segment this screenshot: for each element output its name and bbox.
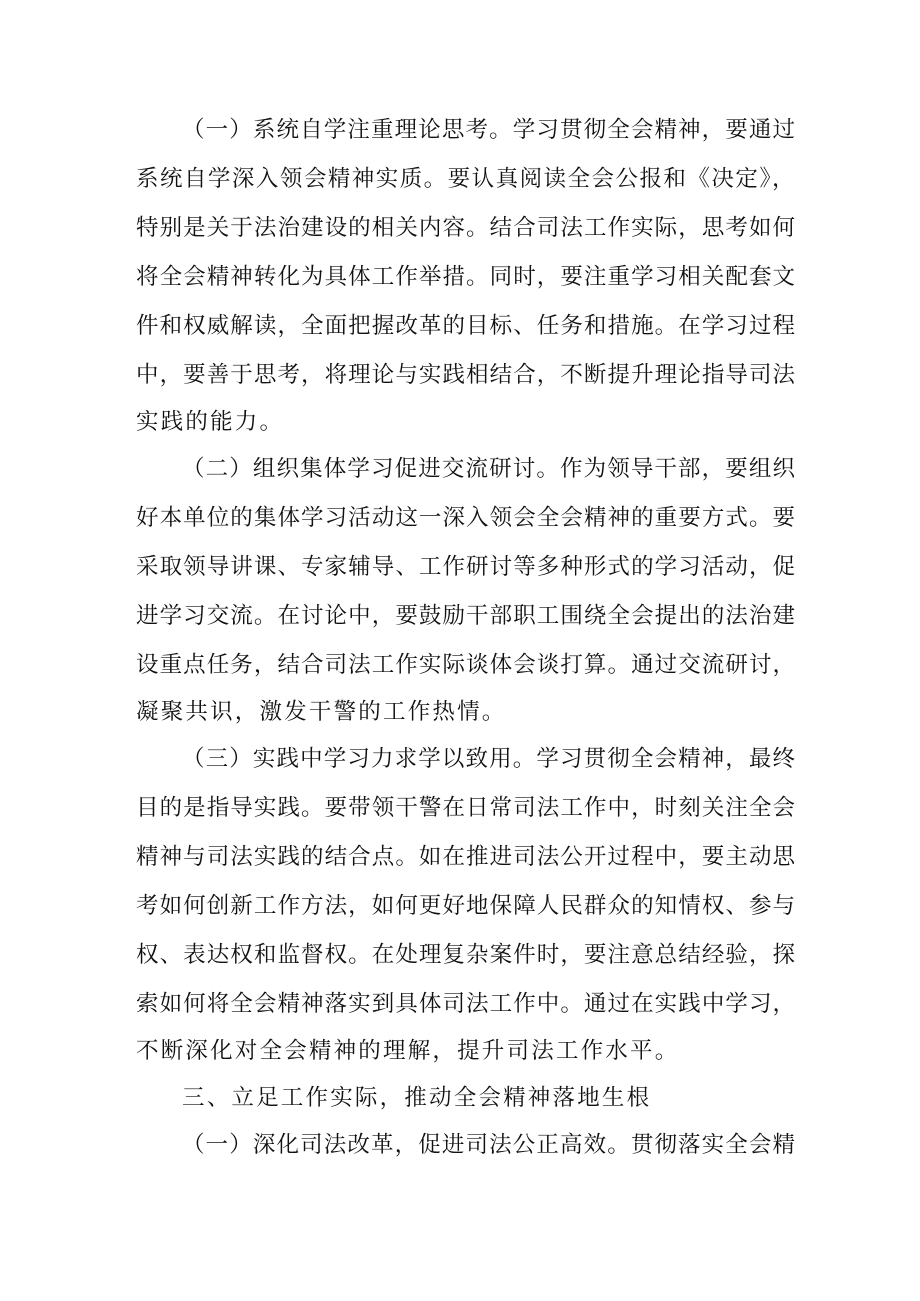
paragraph-line: 采取领导讲课、专家辅导、工作研讨等多种形式的学习活动，促 (136, 554, 796, 580)
paragraph-line: （一）深化司法改革，促进司法公正高效。贯彻落实全会精 (182, 1132, 796, 1158)
paragraph-line: 凝聚共识，激发干警的工作热情。 (136, 699, 507, 725)
paragraph-line: 考如何创新工作方法，如何更好地保障人民群众的知情权、参与 (136, 893, 796, 919)
paragraph-line: 实践的能力。 (136, 409, 285, 435)
paragraph-line: 进学习交流。在讨论中，要鼓励干部职工围绕全会提出的法治建 (136, 603, 796, 629)
paragraph-line: （一）系统自学注重理论思考。学习贯彻全会精神，要通过 (182, 117, 796, 143)
paragraph-line: 将全会精神转化为具体工作举措。同时，要注重学习相关配套文 (136, 264, 796, 290)
paragraph-line: 目的是指导实践。要带领干警在日常司法工作中，时刻关注全会 (136, 795, 796, 821)
paragraph-line: 设重点任务，结合司法工作实际谈体会谈打算。通过交流研讨， (136, 652, 796, 678)
paragraph-line: 好本单位的集体学习活动这一深入领会全会精神的重要方式。要 (136, 505, 796, 531)
paragraph-line: 不断深化对全会精神的理解，提升司法工作水平。 (136, 1038, 680, 1064)
paragraph-line: 权、表达权和监督权。在处理复杂案件时，要注意总结经验，探 (136, 942, 796, 968)
paragraph-line: 系统自学深入领会精神实质。要认真阅读全会公报和《决定》， (136, 166, 796, 192)
paragraph-line: 索如何将全会精神落实到具体司法工作中。通过在实践中学习， (136, 991, 796, 1017)
paragraph-line: 特别是关于法治建设的相关内容。结合司法工作实际，思考如何 (136, 215, 796, 241)
section-heading: 三、立足工作实际，推动全会精神落地生根 (182, 1085, 652, 1111)
paragraph-line: 件和权威解读，全面把握改革的目标、任务和措施。在学习过程 (136, 313, 796, 339)
paragraph-line: （三）实践中学习力求学以致用。学习贯彻全会精神，最终 (182, 746, 796, 772)
paragraph-line: （二）组织集体学习促进交流研讨。作为领导干部，要组织 (182, 456, 796, 482)
paragraph-line: 精神与司法实践的结合点。如在推进司法公开过程中，要主动思 (136, 844, 796, 870)
paragraph-line: 中，要善于思考，将理论与实践相结合，不断提升理论指导司法 (136, 362, 796, 388)
